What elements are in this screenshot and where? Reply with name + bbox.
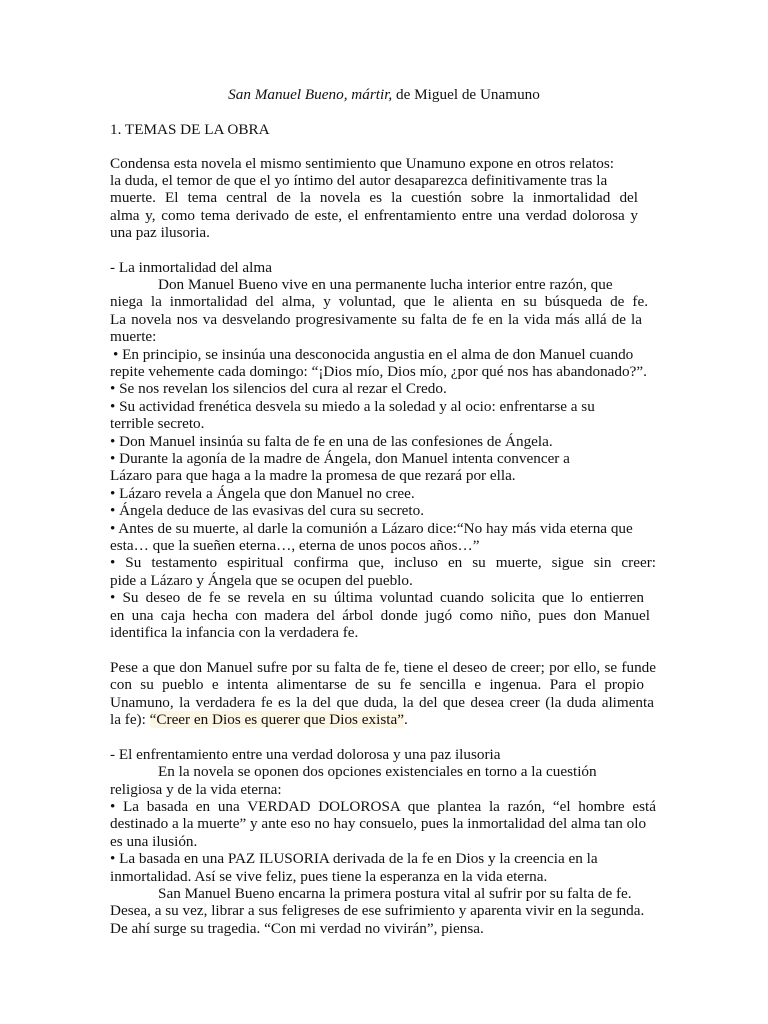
text-line: muerte: [110, 328, 157, 345]
list-item: inmortalidad. Así se vive feliz, pues tiene la esperanza en la vida eterna. [110, 868, 548, 885]
text-line: Pese a que don Manuel sufre por su falta de fe, tiene el deseo de creer; por ello, se funde [110, 659, 656, 676]
text-line: Don Manuel Bueno vive en una permanente lucha interior entre razón, que [158, 276, 613, 293]
text-line: religiosa y de la vida eterna: [110, 781, 282, 798]
list-item: es una ilusión. [110, 833, 198, 850]
text-segment: . [403, 711, 408, 728]
list-item: • Durante la agonía de la madre de Ángela, don Manuel intenta convencer a [110, 450, 570, 467]
list-item: • Su deseo de fe se revela en su última voluntad cuando solicita que lo entierren [110, 589, 644, 606]
text-line: San Manuel Bueno encarna la primera postura vital al sufrir por su falta de fe. [158, 885, 632, 902]
list-item: • Antes de su muerte, al darle la comunión a Lázaro dice:“No hay más vida eterna que [110, 520, 633, 537]
list-item: en una caja hecha con madera del árbol donde jugó como niño, pues don Manuel [110, 607, 650, 624]
highlighted-quote: “Creer en Dios es querer que Dios exista” [149, 711, 404, 728]
list-item: repite vehemente cada domingo: “¡Dios mío, Dios mío, ¿por qué nos has abandonado?”. [110, 363, 647, 380]
list-item: • Se nos revelan los silencios del cura al rezar el Credo. [110, 380, 447, 397]
list-item: pide a Lázaro y Ángela que se ocupen del pueblo. [110, 572, 413, 589]
text-line: niega la inmortalidad del alma, y voluntad, que le alienta en su búsqueda de fe. [110, 293, 648, 310]
document-title [0, 86, 768, 104]
section-heading: 1. TEMAS DE LA OBRA [110, 121, 270, 138]
text-line: De ahí surge su tragedia. “Con mi verdad no vivirán”, piensa. [110, 920, 484, 937]
text-line: Unamuno, la verdadera fe es la del que duda, la del que desea creer (la duda alimenta [110, 694, 654, 711]
list-item: • La basada en una PAZ ILUSORIA derivada de la fe en Dios y la creencia en la [110, 850, 598, 867]
text-line [110, 711, 408, 729]
list-item: esta… que la sueñen eterna…, eterna de unos pocos años…” [110, 537, 480, 554]
text-line: En la novela se oponen dos opciones existenciales en torno a la cuestión [158, 763, 597, 780]
list-item: identifica la infancia con la verdadera fe. [110, 624, 359, 641]
text-segment: la fe): [110, 711, 150, 728]
list-item: Lázaro para que haga a la madre la promesa de que rezará por ella. [110, 467, 516, 484]
text-line: muerte. El tema central de la novela es la cuestión sobre la inmortalidad del [110, 189, 638, 206]
text-line: alma y, como tema derivado de este, el enfrentamiento entre una verdad dolorosa y [110, 207, 638, 224]
list-item: • Ángela deduce de las evasivas del cura su secreto. [110, 502, 424, 519]
subheading-alma: - La inmortalidad del alma [110, 259, 272, 276]
list-item: • Don Manuel insinúa su falta de fe en una de las confesiones de Ángela. [110, 433, 553, 450]
list-item: destinado a la muerte” y ante eso no hay consuelo, pues la inmortalidad del alma tan olo [110, 815, 647, 832]
title-rest: de Miguel de Unamuno [392, 86, 540, 103]
text-line: Condensa esta novela el mismo sentimiento que Unamuno expone en otros relatos: [110, 155, 615, 172]
text-line: una paz ilusoria. [110, 224, 210, 241]
text-line: Desea, a su vez, librar a sus feligreses de ese sufrimiento y aparenta vivir en la segunda. [110, 902, 645, 919]
text-line: con su pueblo e intenta alimentarse de su fe sencilla e ingenua. Para el propio [110, 676, 644, 693]
list-item: terrible secreto. [110, 415, 205, 432]
list-item: • En principio, se insinúa una desconocida angustia en el alma de don Manuel cuando [113, 346, 634, 363]
list-item: • La basada en una VERDAD DOLOROSA que plantea la razón, “el hombre está [110, 798, 656, 815]
text-line: La novela nos va desvelando progresivamente su falta de fe en la vida más allá de la [110, 311, 642, 328]
list-item: • Su actividad frenética desvela su miedo a la soledad y al ocio: enfrentarse a su [110, 398, 595, 415]
subheading-enfrentamiento: - El enfrentamiento entre una verdad dolorosa y una paz ilusoria [110, 746, 501, 763]
title-work: San Manuel Bueno, mártir, [228, 86, 393, 103]
text-line: la duda, el temor de que el yo íntimo del autor desaparezca definitivamente tras la [110, 172, 608, 189]
list-item: • Lázaro revela a Ángela que don Manuel no cree. [110, 485, 415, 502]
list-item: • Su testamento espiritual confirma que, incluso en su muerte, sigue sin creer: [110, 554, 656, 571]
